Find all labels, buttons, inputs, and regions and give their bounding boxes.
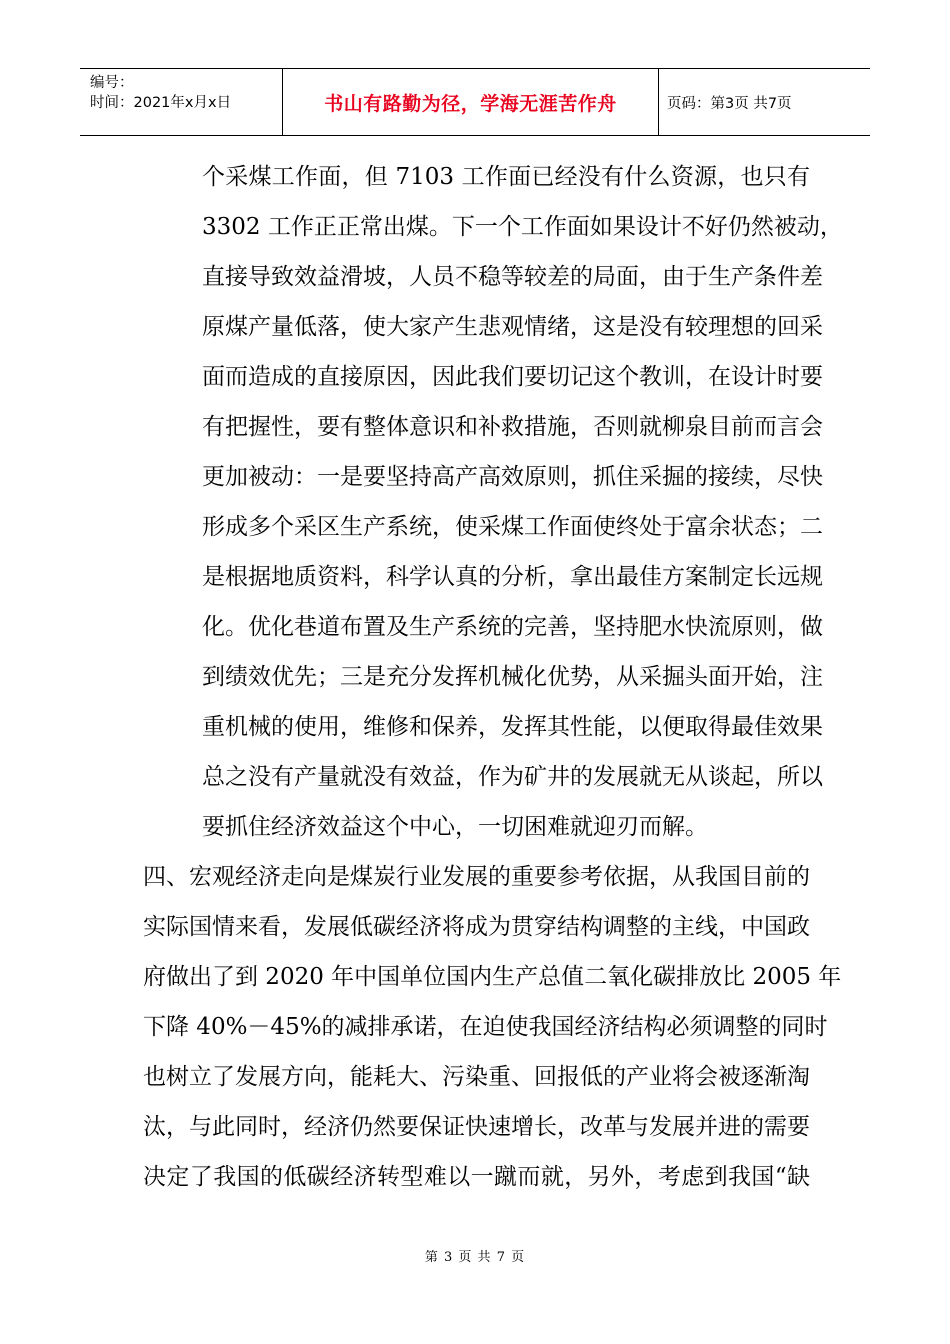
paragraph-line: 化。优化巷道布置及生产系统的完善，坚持肥水快流原则，做 [202,614,823,640]
header-meta-cell [80,69,283,135]
paragraph-line: 到绩效优先；三是充分发挥机械化优势，从采掘头面开始，注 [202,664,823,690]
paragraph-line: 是根据地质资料，科学认真的分析，拿出最佳方案制定长远规 [202,564,823,590]
page-footer: 第 3 页 共 7 页 [424,1250,526,1265]
document-code-label: 编号： [90,75,134,91]
paragraph-line: 有把握性，要有整体意识和补救措施，否则就柳泉目前而言会 [202,414,823,440]
paragraph-line: 实际国情来看，发展低碳经济将成为贯穿结构调整的主线，中国政 [143,914,810,940]
header-page-info: 页码：第3页 共7页 [667,95,792,112]
paragraph-line: 面而造成的直接原因，因此我们要切记这个教训，在设计时要 [202,364,823,390]
paragraph-line: 重机械的使用，维修和保养，发挥其性能，以便取得最佳效果 [202,714,823,740]
paragraph-line: 要抓住经济效益这个中心，一切困难就迎刃而解。 [202,814,708,840]
paragraph-line: 下降 40%－45%的减排承诺，在迫使我国经济结构必须调整的同时 [143,1014,828,1040]
paragraph-line: 3302 工作正正常出煤。下一个工作面如果设计不好仍然被动， [202,214,843,240]
paragraph-line: 决定了我国的低碳经济转型难以一蹴而就，另外，考虑到我国“缺 [143,1164,810,1190]
page-header [80,68,870,136]
paragraph-line: 四、宏观经济走向是煤炭行业发展的重要参考依据，从我国目前的 [143,864,810,890]
paragraph-line: 汰，与此同时，经济仍然要保证快速增长，改革与发展并进的需要 [143,1114,810,1140]
document-date-label: 时间：2021年x月x日 [90,95,232,111]
paragraph-line: 原煤产量低落，使大家产生悲观情绪，这是没有较理想的回采 [202,314,823,340]
paragraph-line: 也树立了发展方向，能耗大、污染重、回报低的产业将会被逐渐淘 [143,1064,810,1090]
header-motto: 书山有路勤为径，学海无涯苦作舟 [283,69,659,135]
paragraph-line: 府做出了到 2020 年中国单位国内生产总值二氧化碳排放比 2005 年 [143,964,842,990]
paragraph-line: 个采煤工作面，但 7103 工作面已经没有什么资源，也只有 [202,164,810,190]
paragraph-line: 直接导致效益滑坡，人员不稳等较差的局面，由于生产条件差 [202,264,823,290]
paragraph-line: 更加被动：一是要坚持高产高效原则，抓住采掘的接续，尽快 [202,464,823,490]
paragraph-line: 总之没有产量就没有效益，作为矿井的发展就无从谈起，所以 [202,764,823,790]
paragraph-line: 形成多个采区生产系统，使采煤工作面使终处于富余状态；二 [202,514,823,540]
